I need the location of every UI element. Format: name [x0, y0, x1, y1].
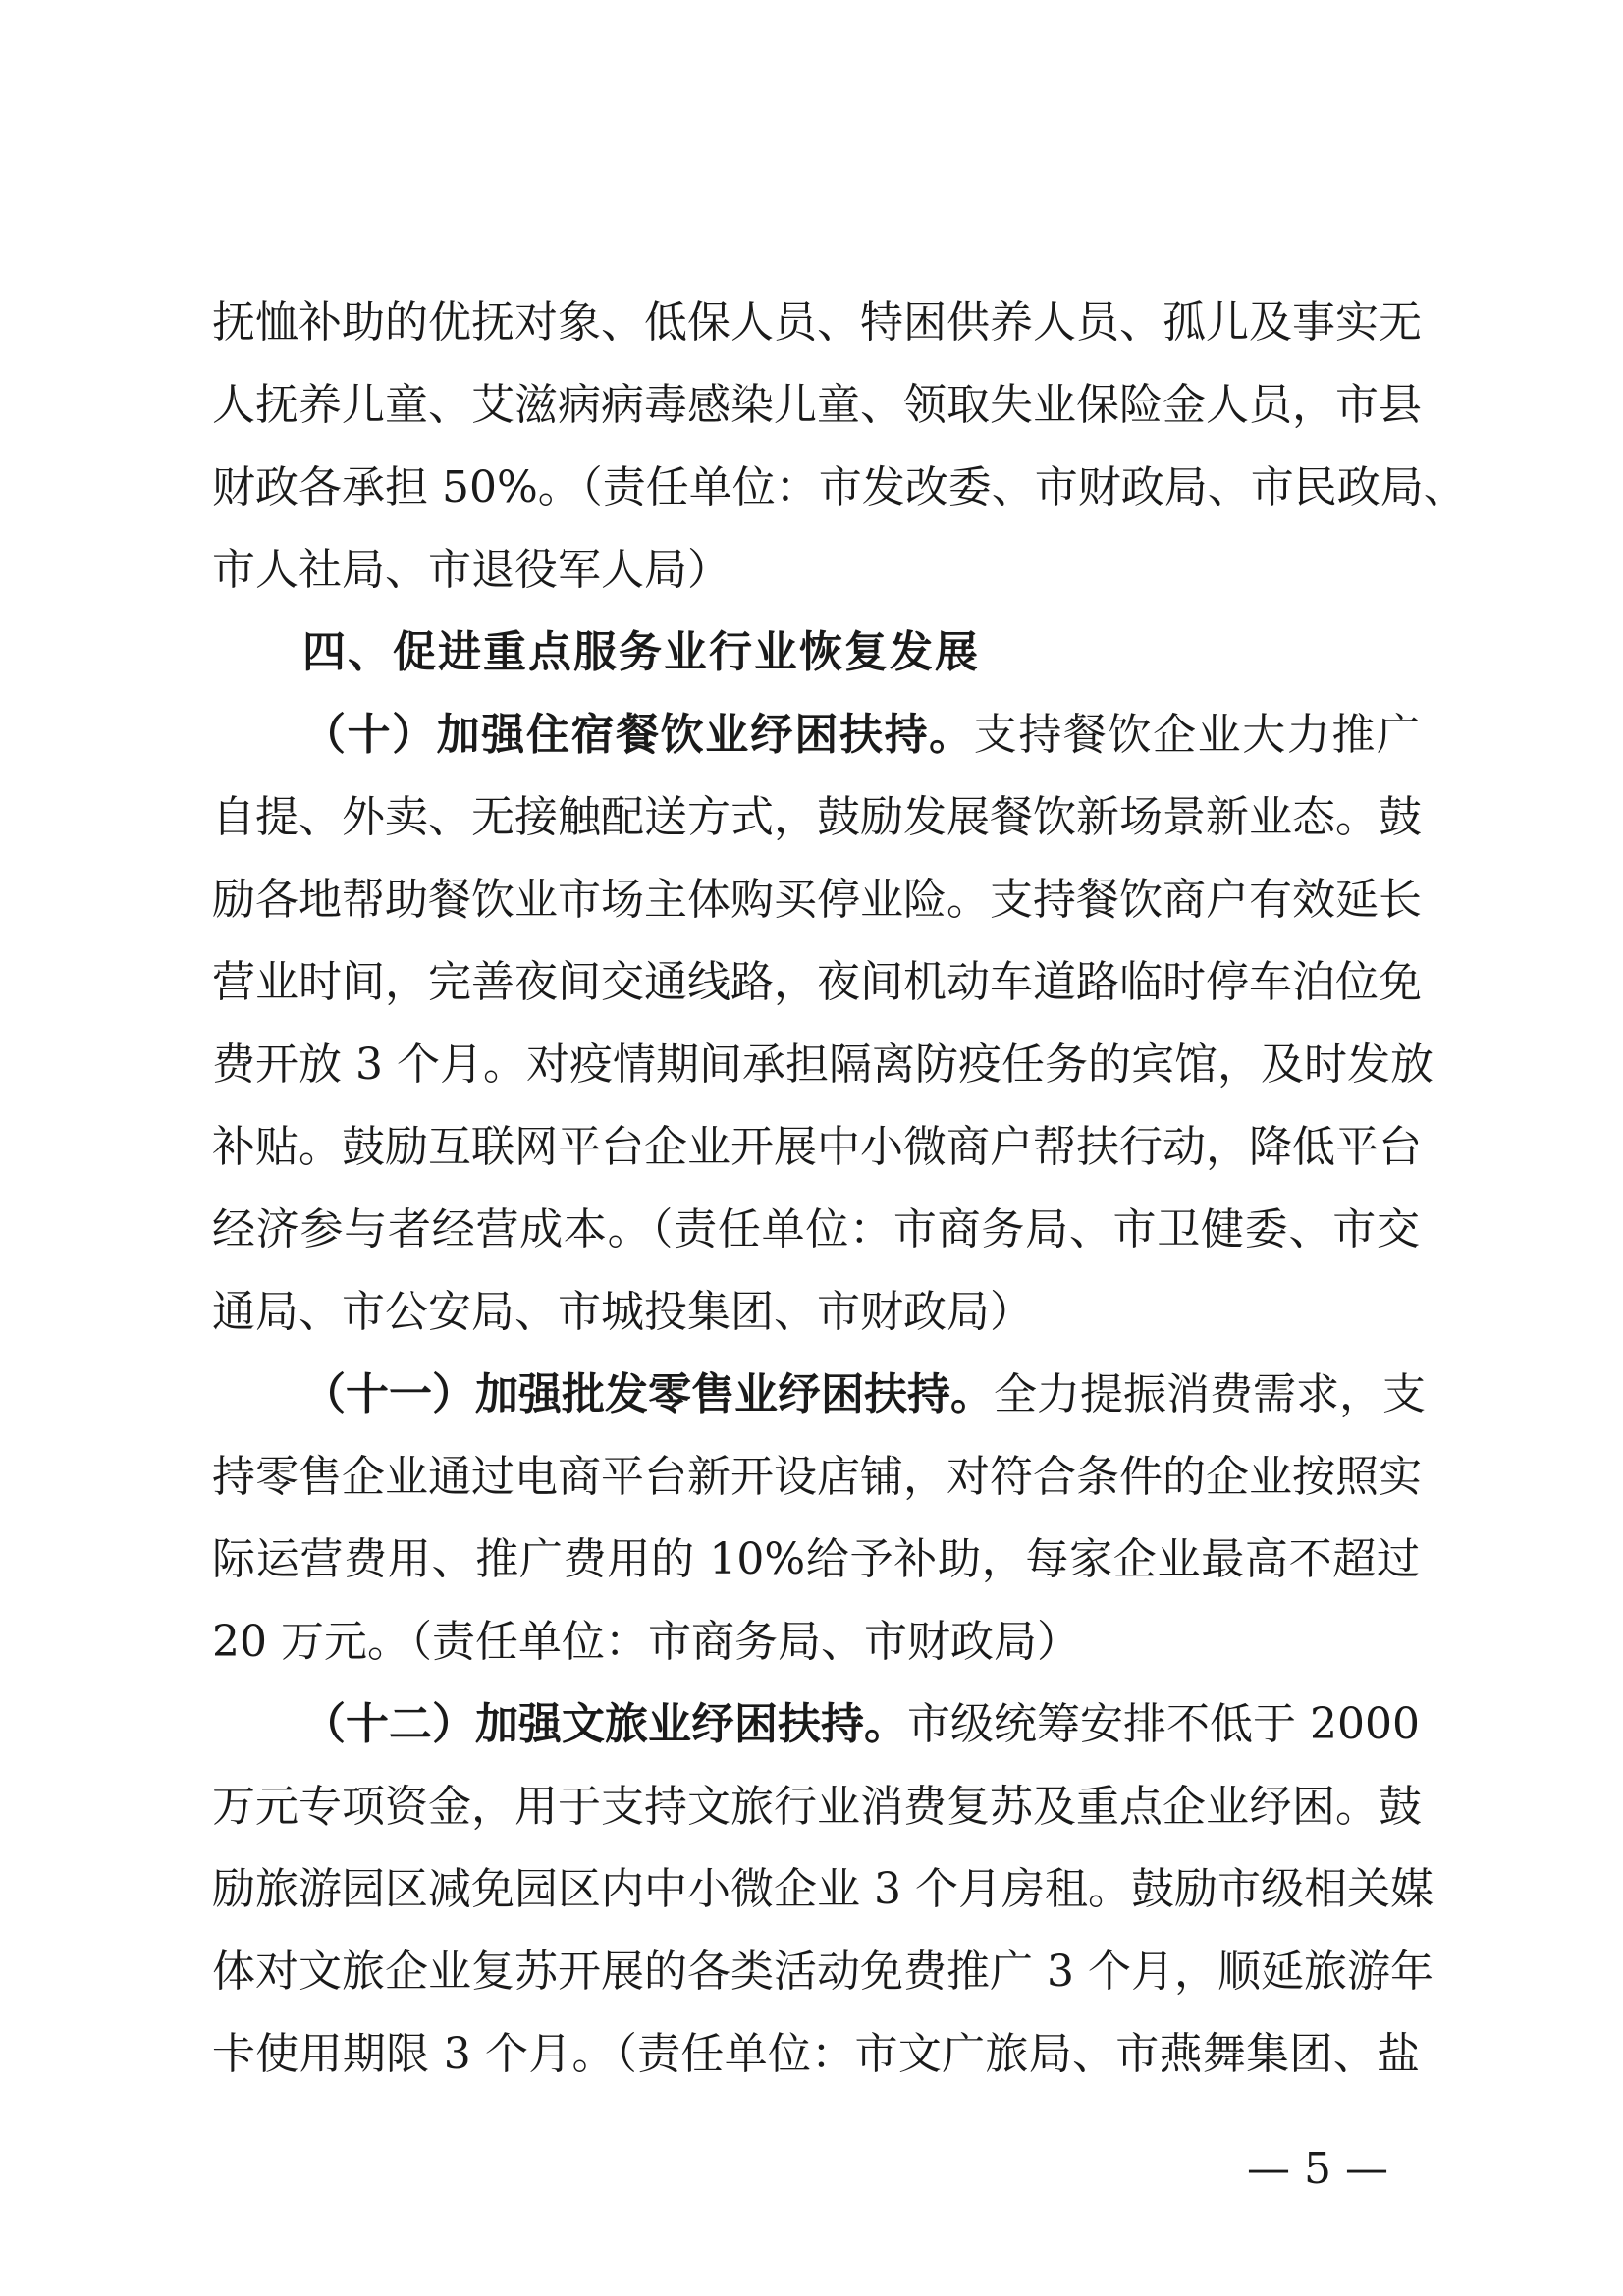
- page-number: — 5 —: [1247, 2144, 1388, 2194]
- body-text-line: 万元专项资金，用于支持文旅行业消费复苏及重点企业纾困。鼓: [212, 1782, 1422, 1832]
- body-text-line: 经济参与者经营成本。（责任单位：市商务局、市卫健委、市交: [212, 1204, 1420, 1255]
- item-12-first-line-text: 市级统筹安排不低于 2000: [907, 1699, 1421, 1749]
- body-text-line: 市人社局、市退役军人局）: [212, 545, 730, 595]
- item-12-first-line: [302, 1697, 1420, 1752]
- item-10-title: （十）加强住宿餐饮业纾困扶持。: [302, 710, 974, 760]
- body-text-line: 励旅游园区减免园区内中小微企业 3 个月房租。鼓励市级相关媒: [212, 1864, 1434, 1914]
- item-11-title: （十一）加强批发零售业纾困扶持。: [302, 1369, 994, 1419]
- body-text-line: 营业时间，完善夜间交通线路，夜间机动车道路临时停车泊位免: [212, 957, 1422, 1007]
- item-11-first-line: [302, 1367, 1426, 1422]
- body-text-line: 通局、市公安局、市城投集团、市财政局）: [212, 1287, 1033, 1337]
- item-10-first-line-text: 支持餐饮企业大力推广: [973, 710, 1420, 760]
- body-text-line: 体对文旅企业复苏开展的各类活动免费推广 3 个月，顺延旅游年: [212, 1947, 1434, 1997]
- body-text-line: 持零售企业通过电商平台新开设店铺，对符合条件的企业按照实: [212, 1452, 1422, 1502]
- body-text-line: 补贴。鼓励互联网平台企业开展中小微商户帮扶行动，降低平台: [212, 1122, 1422, 1172]
- body-text-line: 自提、外卖、无接触配送方式，鼓励发展餐饮新场景新业态。鼓: [212, 792, 1422, 842]
- section-heading: 四、促进重点服务业行业恢复发展: [302, 627, 980, 677]
- body-text-line: 费开放 3 个月。对疫情期间承担隔离防疫任务的宾馆，及时发放: [212, 1040, 1434, 1090]
- body-text-line: 20 万元。（责任单位：市商务局、市财政局）: [212, 1617, 1080, 1667]
- body-text-line: 卡使用期限 3 个月。（责任单位：市文广旅局、市燕舞集团、盐: [212, 2029, 1420, 2079]
- item-12-title: （十二）加强文旅业纾困扶持。: [302, 1699, 908, 1749]
- body-text-line: 财政各承担 50%。（责任单位：市发改委、市财政局、市民政局、: [212, 462, 1467, 512]
- body-text-line: 励各地帮助餐饮业市场主体购买停业险。支持餐饮商户有效延长: [212, 875, 1422, 925]
- item-10-first-line: [302, 708, 1420, 763]
- body-text-line: 抚恤补助的优抚对象、低保人员、特困供养人员、孤儿及事实无: [212, 297, 1422, 347]
- body-text-line: 际运营费用、推广费用的 10%给予补助，每家企业最高不超过: [212, 1534, 1420, 1584]
- body-text-line: 人抚养儿童、艾滋病病毒感染儿童、领取失业保险金人员，市县: [212, 380, 1422, 430]
- item-11-first-line-text: 全力提振消费需求，支: [994, 1369, 1426, 1419]
